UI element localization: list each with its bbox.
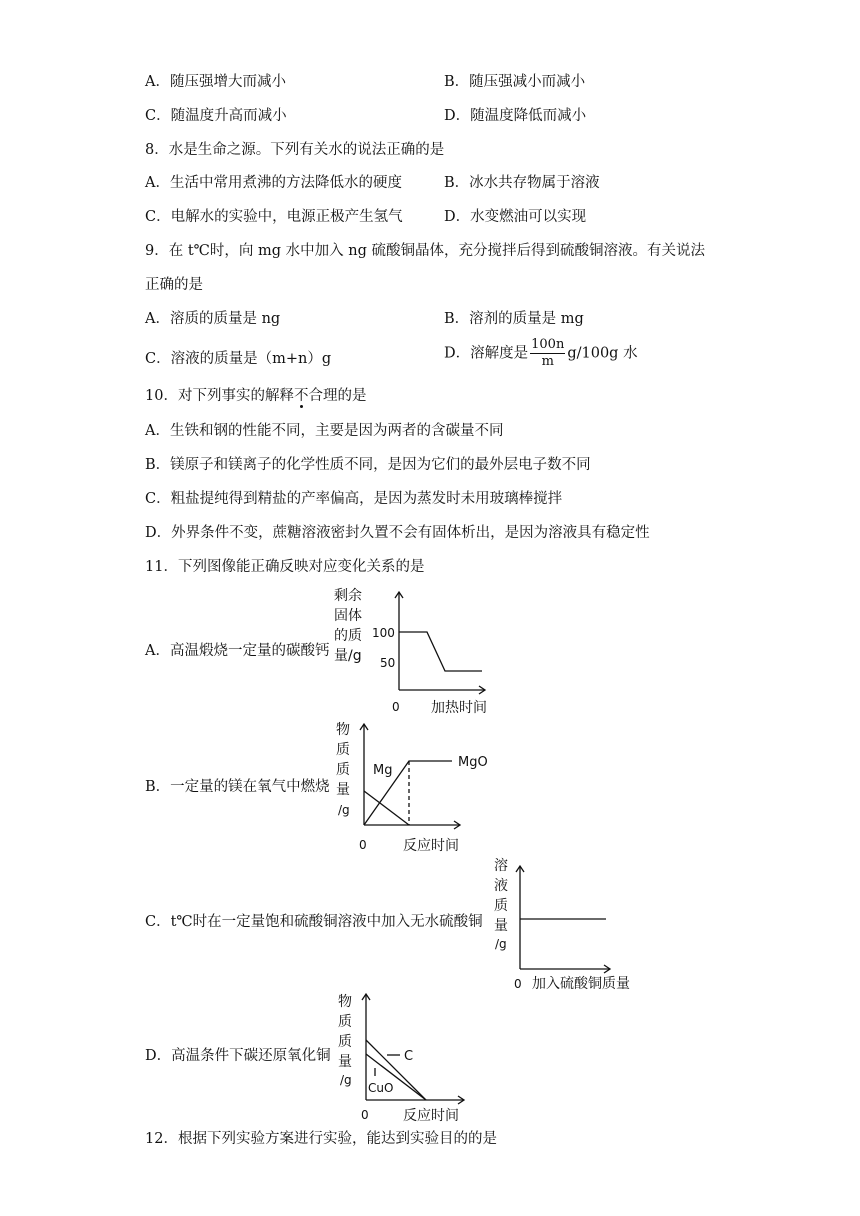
- graph-a-ylabel-1: 剩余: [334, 588, 362, 604]
- graph-d-label-c: C: [404, 1049, 414, 1064]
- graph-d-xlabel: 反应时间: [403, 1108, 459, 1124]
- q9-option-d: [444, 337, 638, 370]
- graph-d-origin: 0: [361, 1108, 369, 1122]
- graph-c-ylabel-1: 溶: [494, 858, 508, 874]
- graph-b-label-mgo: MgO: [458, 755, 488, 770]
- graph-c-ylabel-2: 液: [494, 878, 508, 894]
- q8-option-d: D．水变燃油可以实现: [444, 209, 587, 225]
- graph-b-ylabel-3: 质: [336, 762, 350, 778]
- graph-b-ylabel-5: /g: [338, 803, 350, 817]
- graph-c-xlabel: 加入硫酸铜质量: [532, 976, 630, 992]
- graph-b-xlabel: 反应时间: [403, 838, 459, 854]
- q10-option-c: C．粗盐提纯得到精盐的产率偏高，是因为蒸发时未用玻璃棒搅拌: [145, 491, 563, 507]
- graph-b-ylabel-4: 量: [336, 782, 350, 798]
- graph-c-origin: 0: [514, 977, 522, 991]
- graph-d-ylabel-4: 量: [338, 1054, 352, 1070]
- graph-a-tick-100: 100: [372, 626, 395, 640]
- q11-stem: 11．下列图像能正确反映对应变化关系的是: [145, 559, 425, 575]
- q11-option-c: C．t℃时在一定量饱和硫酸铜溶液中加入无水硫酸铜: [145, 914, 483, 930]
- graph-a-ylabel-3: 的质: [334, 628, 362, 644]
- q9-fraction: [530, 337, 565, 370]
- q9-fraction-numerator: 100n: [531, 337, 565, 352]
- graph-c-ylabel-3: 质: [494, 898, 508, 914]
- graph-a-line: [399, 632, 482, 671]
- q10-option-b: B．镁原子和镁离子的化学性质不同，是因为它们的最外层电子数不同: [145, 457, 591, 473]
- q11-option-b: B．一定量的镁在氧气中燃烧: [145, 779, 330, 795]
- graph-a-ylabel-4: 量/g: [334, 648, 362, 664]
- q8-stem: 8．水是生命之源。下列有关水的说法正确的是: [145, 142, 445, 158]
- q10-option-a: A．生铁和钢的性能不同，主要是因为两者的含碳量不同: [145, 423, 504, 439]
- graph-d-ylabel-3: 质: [338, 1034, 352, 1050]
- q10-emphasis-char: 不: [293, 388, 309, 404]
- graph-a-ylabel-2: 固体: [334, 608, 362, 624]
- q10-stem-part2: 合理的是: [308, 388, 367, 404]
- q10-stem-part1: 10．对下列事实的解释: [145, 388, 294, 404]
- q9-option-a: A．溶质的质量是 ng: [145, 311, 281, 327]
- graph-b: [330, 718, 510, 858]
- q8-option-a: A．生活中常用煮沸的方法降低水的硬度: [145, 175, 402, 191]
- q8-option-c: C．电解水的实验中，电源正极产生氢气: [145, 209, 403, 225]
- q7-option-b: B．随压强减小而减小: [444, 74, 586, 90]
- graph-b-ylabel-1: 物: [336, 722, 350, 738]
- q9-option-b: B．溶剂的质量是 mg: [444, 311, 584, 327]
- graph-c-ylabel-4: 量: [494, 918, 508, 934]
- graph-a: [330, 584, 500, 719]
- graph-a-xlabel: 加热时间: [431, 700, 487, 716]
- q11-option-d: D．高温条件下碳还原氧化铜: [145, 1048, 331, 1064]
- graph-d-ylabel-2: 质: [338, 1014, 352, 1030]
- q9-option-d-prefix: D．溶解度是: [444, 345, 529, 362]
- q9-stem-line1: 9．在 t℃时，向 mg 水中加入 ng 硫酸铜晶体，充分搅拌后得到硫酸铜溶液。有关说法: [145, 243, 705, 259]
- graph-d-ylabel-5: /g: [340, 1073, 352, 1087]
- q10-stem: [145, 386, 366, 406]
- graph-b-mg-line: [364, 791, 409, 825]
- q9-option-c: C．溶液的质量是（m+n）g: [145, 351, 332, 367]
- graph-b-ylabel-2: 质: [336, 742, 350, 758]
- q10-option-d: D．外界条件不变，蔗糖溶液密封久置不会有固体析出，是因为溶液具有稳定性: [145, 525, 650, 541]
- graph-c: [490, 852, 660, 997]
- graph-b-origin: 0: [359, 838, 367, 852]
- graph-b-label-mg: Mg: [373, 763, 393, 778]
- q9-option-d-suffix: g/100g 水: [567, 345, 638, 362]
- q7-option-c: C．随温度升高而减小: [145, 108, 287, 124]
- q8-option-b: B．冰水共存物属于溶液: [444, 175, 600, 191]
- q9-stem-line2: 正确的是: [145, 277, 203, 293]
- q9-fraction-denominator: m: [541, 354, 554, 369]
- graph-d-label-cuo: CuO: [368, 1081, 394, 1095]
- graph-d: [330, 988, 480, 1128]
- graph-a-origin: 0: [392, 700, 400, 714]
- q12-stem: 12．根据下列实验方案进行实验，能达到实验目的的是: [145, 1131, 497, 1147]
- graph-c-ylabel-5: /g: [495, 937, 507, 951]
- q11-option-a: A．高温煅烧一定量的碳酸钙: [145, 643, 330, 659]
- q7-option-d: D．随温度降低而减小: [444, 108, 587, 124]
- graph-d-ylabel-1: 物: [338, 994, 352, 1010]
- graph-a-tick-50: 50: [380, 656, 396, 670]
- q7-option-a: A．随压强增大而减小: [145, 74, 286, 90]
